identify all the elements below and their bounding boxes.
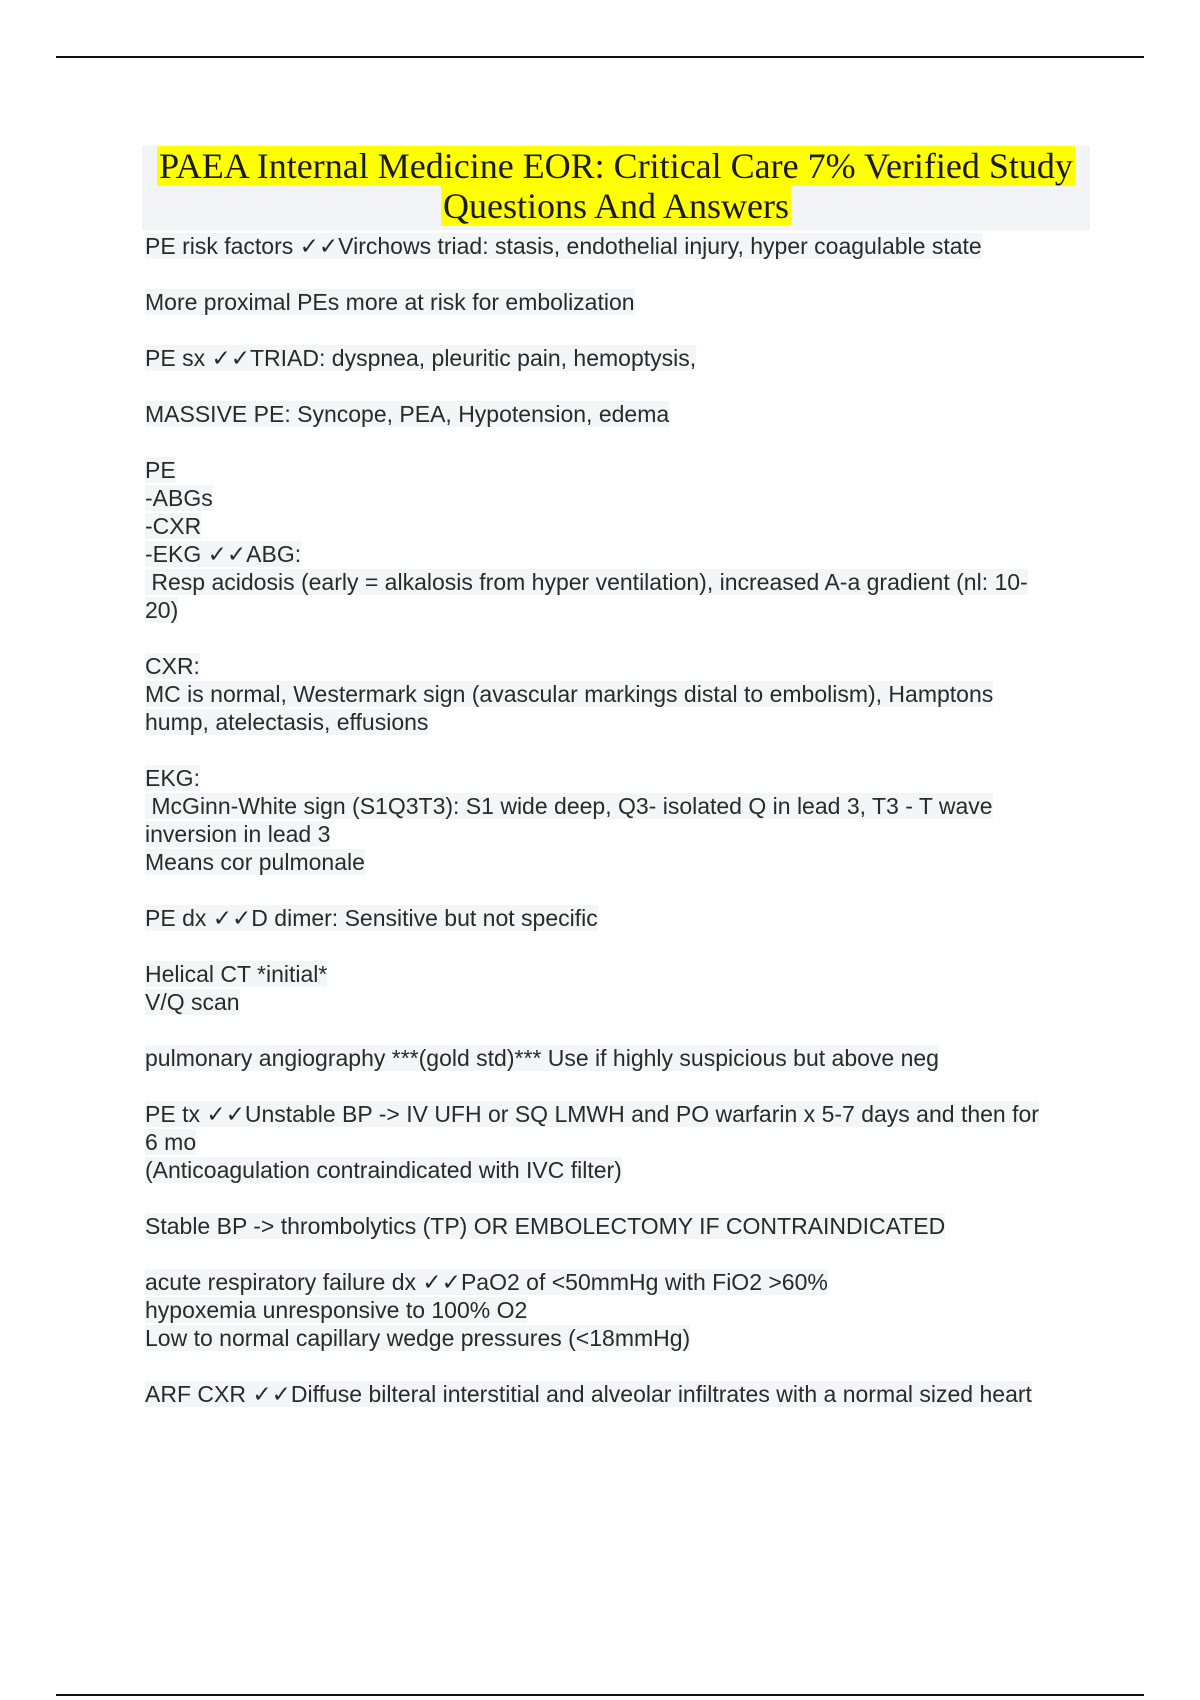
qa-line — [145, 764, 1090, 792]
qa-line-text: More proximal PEs more at risk for embolization — [145, 289, 635, 315]
qa-line — [145, 960, 1090, 988]
qa-line — [145, 484, 1090, 512]
qa-line — [145, 568, 1090, 596]
qa-line — [145, 904, 1090, 932]
qa-line-text: (Anticoagulation contraindicated with IVC filter) — [145, 1157, 622, 1183]
qa-line — [145, 1156, 1090, 1184]
qa-line — [145, 232, 1090, 260]
document-title-block — [142, 146, 1090, 230]
qa-block — [145, 1380, 1090, 1408]
qa-line-text: -CXR — [145, 513, 202, 539]
qa-line — [145, 680, 1090, 708]
document-body — [145, 232, 1090, 1436]
qa-block — [145, 344, 1090, 372]
qa-block — [145, 232, 1090, 260]
qa-line-text: -ABGs — [145, 485, 213, 511]
qa-line — [145, 792, 1090, 820]
qa-line — [145, 1380, 1090, 1408]
qa-line-text: PE — [145, 457, 176, 483]
qa-line-text: Resp acidosis (early = alkalosis from hyper ventilation), increased A-a gradient (nl: 10- — [145, 569, 1028, 595]
qa-line — [145, 1100, 1090, 1128]
qa-block — [145, 1100, 1090, 1184]
qa-line — [145, 708, 1090, 736]
qa-block — [145, 652, 1090, 736]
qa-line-text: PE tx ✓✓Unstable BP -> IV UFH or SQ LMWH and PO warfarin x 5-7 days and then for — [145, 1101, 1039, 1127]
qa-line — [145, 988, 1090, 1016]
qa-block — [145, 1212, 1090, 1240]
qa-line-text: EKG: — [145, 765, 200, 791]
qa-line-text: MC is normal, Westermark sign (avascular markings distal to embolism), Hamptons — [145, 681, 994, 707]
qa-line — [145, 456, 1090, 484]
qa-line-text: hypoxemia unresponsive to 100% O2 — [145, 1297, 528, 1323]
qa-line — [145, 652, 1090, 680]
qa-line-text: 20) — [145, 597, 179, 623]
qa-block — [145, 960, 1090, 1016]
qa-line-text: 6 mo — [145, 1129, 197, 1155]
qa-line-text: MASSIVE PE: Syncope, PEA, Hypotension, edema — [145, 401, 670, 427]
qa-block — [145, 904, 1090, 932]
qa-line-text: PE dx ✓✓D dimer: Sensitive but not specific — [145, 905, 598, 931]
qa-line — [145, 1324, 1090, 1352]
qa-line — [145, 400, 1090, 428]
qa-line-text: acute respiratory failure dx ✓✓PaO2 of <50mmHg with FiO2 >60% — [145, 1269, 828, 1295]
qa-line — [145, 596, 1090, 624]
title-line-1: PAEA Internal Medicine EOR: Critical Care 7% Verified Study — [159, 146, 1073, 186]
qa-line — [145, 848, 1090, 876]
qa-line-text: ARF CXR ✓✓Diffuse bilteral interstitial and alveolar infiltrates with a normal sized heart — [145, 1381, 1032, 1407]
header-rule — [56, 56, 1144, 58]
qa-line — [145, 1044, 1090, 1072]
qa-line — [145, 288, 1090, 316]
qa-line-text: CXR: — [145, 653, 200, 679]
document-title — [142, 146, 1090, 226]
qa-line — [145, 1128, 1090, 1156]
qa-block — [145, 1044, 1090, 1072]
qa-block — [145, 1268, 1090, 1352]
title-line-2: Questions And Answers — [442, 186, 789, 226]
qa-line-text: PE risk factors ✓✓Virchows triad: stasis, endothelial injury, hyper coagulable state — [145, 233, 982, 259]
qa-line-text: Means cor pulmonale — [145, 849, 365, 875]
qa-line-text: Helical CT *initial* — [145, 961, 328, 987]
qa-line-text: Low to normal capillary wedge pressures (<18mmHg) — [145, 1325, 691, 1351]
qa-line-text: Stable BP -> thrombolytics (TP) OR EMBOLECTOMY IF CONTRAINDICATED — [145, 1213, 946, 1239]
qa-block — [145, 400, 1090, 428]
qa-line-text: McGinn-White sign (S1Q3T3): S1 wide deep, Q3- isolated Q in lead 3, T3 - T wave — [145, 793, 993, 819]
qa-line — [145, 540, 1090, 568]
qa-line-text: V/Q scan — [145, 989, 240, 1015]
qa-block — [145, 288, 1090, 316]
footer-rule — [56, 1694, 1144, 1696]
qa-line — [145, 512, 1090, 540]
qa-line — [145, 1212, 1090, 1240]
qa-line-text: PE sx ✓✓TRIAD: dyspnea, pleuritic pain, hemoptysis, — [145, 345, 697, 371]
qa-line-text: hump, atelectasis, effusions — [145, 709, 429, 735]
qa-line — [145, 1296, 1090, 1324]
qa-line — [145, 1268, 1090, 1296]
qa-block — [145, 764, 1090, 876]
qa-line-text: pulmonary angiography ***(gold std)*** Use if highly suspicious but above neg — [145, 1045, 939, 1071]
qa-block — [145, 456, 1090, 624]
qa-line — [145, 820, 1090, 848]
qa-line-text: -EKG ✓✓ABG: — [145, 541, 302, 567]
qa-line — [145, 344, 1090, 372]
qa-line-text: inversion in lead 3 — [145, 821, 331, 847]
